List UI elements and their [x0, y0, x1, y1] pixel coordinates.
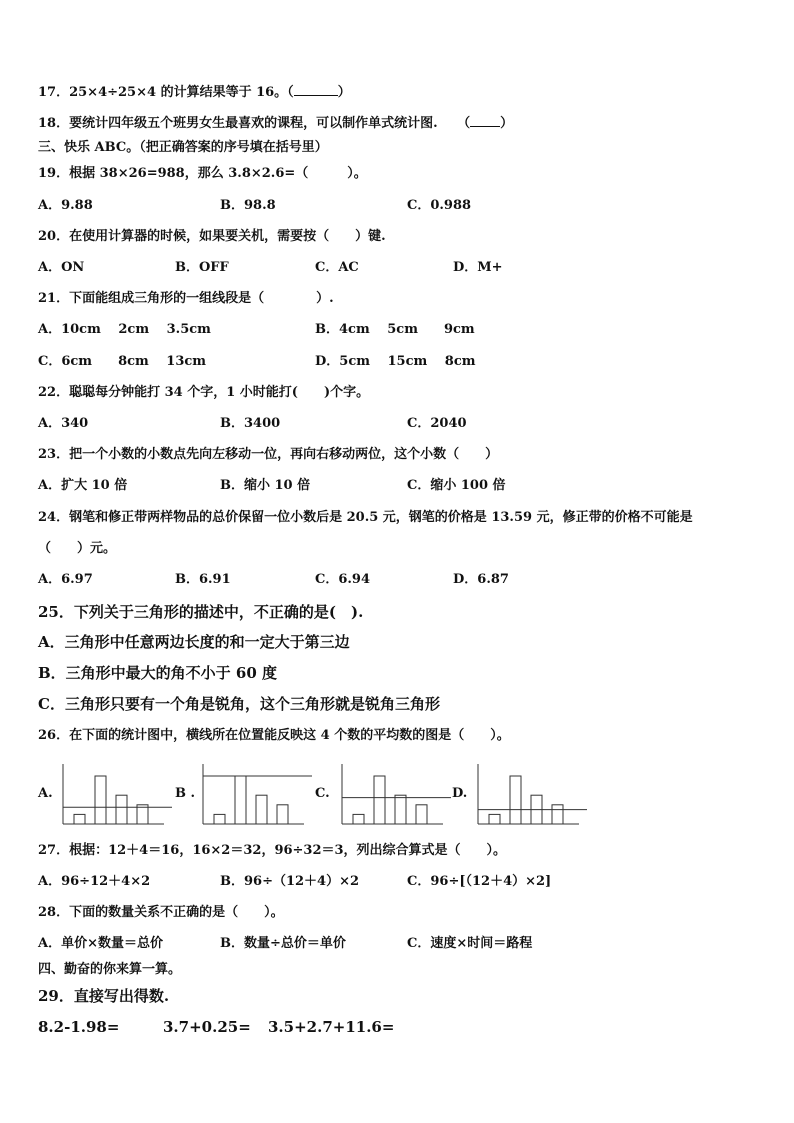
option-c[interactable]: C．96÷[（12＋4）×2] [407, 874, 552, 889]
question-19-text: 19．根据 38×26=988，那么 3.8×2.6=（ ）。 [38, 166, 367, 181]
option-c[interactable]: C．速度×时间＝路程 [407, 936, 533, 951]
bar [552, 805, 563, 824]
option-c[interactable]: C．2040 [407, 416, 467, 431]
bar-chart-b[interactable] [202, 762, 312, 828]
option-a[interactable]: A．9.88 [38, 198, 93, 213]
calc-item: 8.2-1.98= [38, 1018, 120, 1036]
option-d[interactable]: D．M+ [453, 260, 503, 275]
calc-item: 3.7+0.25= [163, 1018, 251, 1036]
option-d[interactable]: D．6.87 [453, 572, 509, 587]
section-4-heading: 四、勤奋的你来算一算。 [38, 962, 182, 977]
question-23-text: 23．把一个小数的小数点先向左移动一位，再向右移动两位，这个小数（ ） [38, 447, 499, 462]
option-b[interactable]: B . [175, 786, 196, 801]
bar [395, 795, 406, 824]
question-24-text-cont: （ ）元。 [38, 541, 117, 556]
option-b[interactable]: B．96÷（12＋4）×2 [220, 874, 360, 889]
option-b[interactable]: B．3400 [220, 416, 281, 431]
question-24-text: 24．钢笔和修正带两样物品的总价保留一位小数后是 20.5 元，钢笔的价格是 13.59 元，修正带的价格不可能是 [38, 510, 693, 525]
question-21-text: 21．下面能组成三角形的一组线段是（ ）. [38, 291, 334, 306]
option-a[interactable]: A．ON [38, 260, 85, 275]
question-20-text: 20．在使用计算器的时候，如果要关机，需要按（ ）键. [38, 229, 386, 244]
bar-chart-c[interactable] [341, 762, 451, 828]
option-a[interactable]: A．340 [38, 416, 89, 431]
option-a[interactable]: A．三角形中任意两边长度的和一定大于第三边 [38, 633, 350, 651]
option-b[interactable]: B．三角形中最大的角不小于 60 度 [38, 664, 277, 682]
option-c[interactable]: C．AC [315, 260, 359, 275]
question-18-tail: ） [500, 116, 514, 131]
question-27-text: 27．根据：12＋4＝16，16×2＝32，96÷32＝3，列出综合算式是（ ）。 [38, 843, 507, 858]
option-c[interactable]: C．三角形只要有一个角是锐角，这个三角形就是锐角三角形 [38, 695, 440, 713]
option-c[interactable]: C．6.94 [315, 572, 371, 587]
option-c[interactable]: C．6cm 8cm 13cm [38, 354, 207, 369]
bar [95, 776, 106, 824]
option-b[interactable]: B．数量÷总价＝单价 [220, 936, 346, 951]
question-28-text: 28．下面的数量关系不正确的是（ ）。 [38, 905, 284, 920]
question-17-text: 17．25×4÷25×4 的计算结果等于 16。（ [38, 85, 294, 100]
question-17 [38, 83, 351, 102]
bar-chart-d[interactable] [477, 762, 587, 828]
question-25-text: 25．下列关于三角形的描述中，不正确的是( ). [38, 603, 364, 621]
option-b[interactable]: B．OFF [175, 260, 229, 275]
option-a[interactable]: A. [38, 786, 53, 801]
option-c[interactable]: C．缩小 100 倍 [407, 478, 506, 493]
section-3-heading: 三、快乐 ABC。（把正确答案的序号填在括号里） [38, 140, 328, 155]
bar [256, 795, 267, 824]
calc-item: 3.5+2.7+11.6= [268, 1018, 395, 1036]
answer-blank[interactable] [294, 83, 338, 96]
answer-blank[interactable] [470, 114, 500, 127]
question-18-text: 18．要统计四年级五个班男女生最喜欢的课程，可以制作单式统计图. （ [38, 116, 471, 131]
bar [489, 814, 500, 824]
option-c[interactable]: C．0.988 [407, 198, 472, 213]
option-a[interactable]: A．96÷12＋4×2 [38, 874, 151, 889]
bar [214, 814, 225, 824]
bar [116, 795, 127, 824]
bar-chart-a[interactable] [62, 762, 172, 828]
option-b[interactable]: B．4cm 5cm 9cm [315, 322, 475, 337]
option-a[interactable]: A．扩大 10 倍 [38, 478, 128, 493]
option-a[interactable]: A．单价×数量＝总价 [38, 936, 163, 951]
option-b[interactable]: B．98.8 [220, 198, 276, 213]
question-29-text: 29．直接写出得数. [38, 987, 170, 1005]
bar [353, 814, 364, 824]
option-d[interactable]: D．5cm 15cm 8cm [315, 354, 476, 369]
bar [74, 814, 85, 824]
option-b[interactable]: B．6.91 [175, 572, 231, 587]
option-d[interactable]: D. [452, 786, 468, 801]
option-a[interactable]: A．6.97 [38, 572, 93, 587]
bar [416, 805, 427, 824]
option-b[interactable]: B．缩小 10 倍 [220, 478, 311, 493]
question-26-text: 26．在下面的统计图中，横线所在位置能反映这 4 个数的平均数的图是（ ）。 [38, 728, 510, 743]
bar [277, 805, 288, 824]
option-a[interactable]: A．10cm 2cm 3.5cm [38, 322, 211, 337]
bar [374, 776, 385, 824]
question-22-text: 22．聪聪每分钟能打 34 个字，1 小时能打( )个字。 [38, 385, 370, 400]
option-c[interactable]: C. [315, 786, 330, 801]
bar [510, 776, 521, 824]
question-18 [38, 114, 513, 133]
bar [235, 776, 246, 824]
question-17-tail: ） [337, 85, 351, 100]
